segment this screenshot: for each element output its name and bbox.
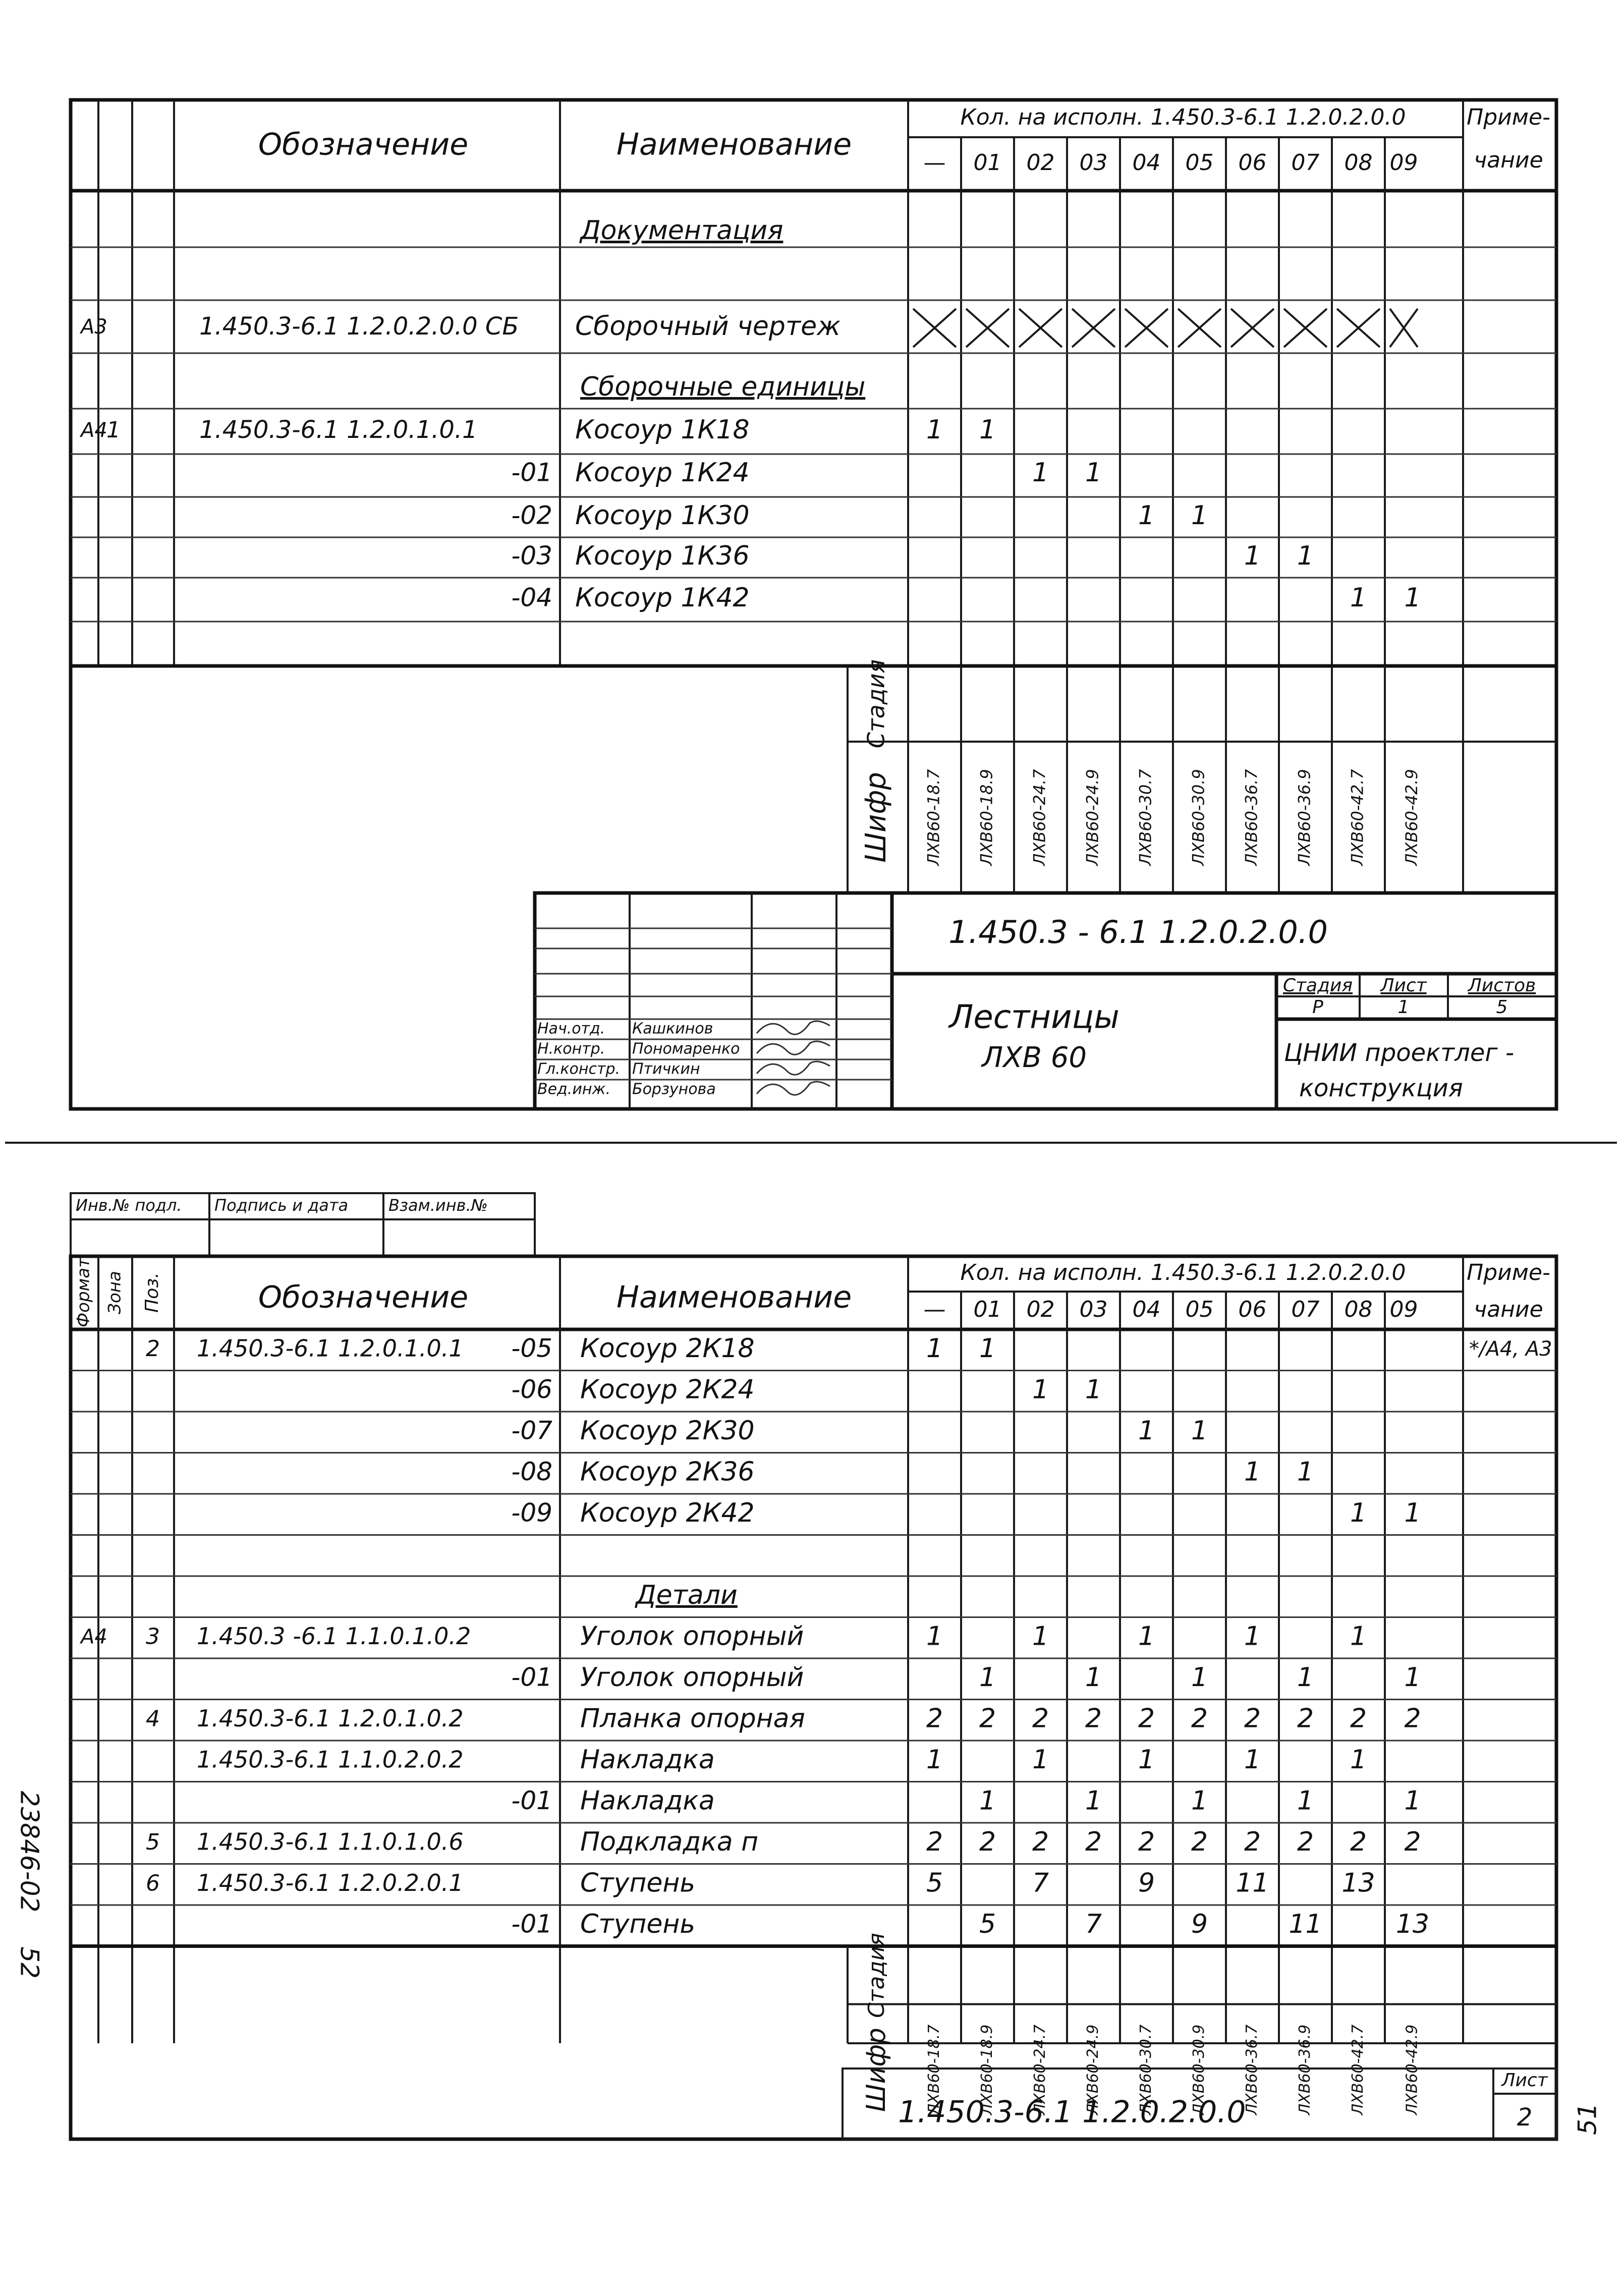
name-cell: Косоур 1К42 — [575, 583, 750, 613]
designation-cell: 1.450.3-6.1 1.1.0.1.0.6 — [197, 1828, 464, 1856]
variant-header-4: 04 — [1132, 150, 1161, 176]
qty-cell: 11 — [1289, 1909, 1322, 1939]
qty-cell: 2 — [1138, 1703, 1155, 1734]
document-code: 1.450.3 - 6.1 1.2.0.2.0.0 — [948, 914, 1328, 951]
format-cell: А4 — [81, 1625, 107, 1649]
qty-cell: 1 — [1297, 1785, 1314, 1816]
signer-name: Пономаренко — [632, 1040, 740, 1058]
col-header-designation: Обозначение — [258, 1279, 469, 1315]
qty-cell: 1 — [1138, 1744, 1155, 1775]
qty-cell: 1 — [979, 415, 996, 445]
document-title: Лестницы — [949, 998, 1119, 1036]
designation-cell: 1.450.3-6.1 1.2.0.2.0.0 СБ — [199, 312, 519, 341]
col-header-note-2: чание — [1474, 1297, 1543, 1322]
name-cell: Косоур 2К24 — [580, 1374, 755, 1405]
designation-suffix: -01 — [511, 1662, 552, 1692]
position-cell: 3 — [146, 1624, 160, 1650]
name-cell: Подкладка п — [580, 1826, 759, 1857]
qty-cell: 7 — [1032, 1868, 1049, 1898]
variant-header-2: 02 — [1026, 1297, 1055, 1322]
sheet-header: Лист — [1380, 975, 1427, 996]
designation-suffix: -01 — [511, 1785, 552, 1815]
variant-header-5: 05 — [1185, 1297, 1214, 1322]
variant-header-1: 01 — [973, 150, 1002, 176]
variant-header-3: 03 — [1079, 150, 1108, 176]
qty-cell: 1 — [1138, 1621, 1155, 1652]
qty-cell: 1 — [1138, 500, 1155, 531]
qty-cell: 1 — [1032, 1374, 1049, 1405]
designation-suffix: -02 — [511, 500, 552, 530]
qty-cell: 2 — [1404, 1703, 1421, 1734]
qty-cell: 2 — [979, 1703, 996, 1734]
variant-header-5: 05 — [1185, 150, 1214, 176]
sheet1-frame — [71, 100, 1556, 1109]
position-cell: 1 — [106, 417, 121, 443]
variant-code: ЛХВ60-24.9 — [1083, 769, 1102, 866]
name-cell: Накладка — [580, 1785, 715, 1816]
name-cell: Косоур 2К30 — [580, 1415, 755, 1446]
signer-name: Кашкинов — [632, 1020, 713, 1038]
qty-cell: 1 — [1191, 1785, 1208, 1816]
qty-cell: 2 — [1350, 1703, 1367, 1734]
signer-role: Нач.отд. — [537, 1020, 605, 1038]
variant-header-2: 02 — [1026, 150, 1055, 176]
section-heading: Сборочные единицы — [580, 372, 866, 402]
variant-code: ЛХВ60-24.7 — [1031, 2024, 1049, 2115]
designation-suffix: -05 — [511, 1333, 552, 1363]
qty-cell: 1 — [1244, 1744, 1261, 1775]
stage-value: Р — [1312, 997, 1323, 1018]
archive-stamp-body — [71, 1219, 535, 1256]
qty-cell: 1 — [979, 1333, 996, 1364]
designation-suffix: -07 — [511, 1416, 552, 1445]
signer-role: Вед.инж. — [537, 1080, 610, 1098]
col-header-qty: Кол. на исполн. 1.450.3-6.1 1.2.0.2.0.0 — [960, 1260, 1406, 1285]
variant-header-0: — — [923, 1297, 946, 1322]
stamp-inventory: Инв.№ подл. — [76, 1196, 182, 1215]
designation-cell: 1.450.3-6.1 1.2.0.1.0.1 — [199, 416, 478, 444]
qty-cell: 1 — [1085, 1662, 1102, 1693]
signer-role: Гл.констр. — [537, 1060, 621, 1078]
qty-cell: 1 — [1244, 1621, 1261, 1652]
col-header-pos: Поз. — [142, 1272, 162, 1313]
signer-name: Борзунова — [632, 1080, 716, 1098]
qty-cell: 1 — [1032, 458, 1049, 488]
variant-header-3: 03 — [1079, 1297, 1108, 1322]
variant-code: ЛХВ60-18.9 — [978, 2024, 996, 2115]
format-cell: А3 — [81, 315, 107, 339]
variant-code: ЛХВ60-18.7 — [925, 2024, 943, 2115]
qty-cell: 1 — [1191, 1415, 1208, 1446]
signature-scribble — [757, 1082, 830, 1095]
code-label: Шифр — [861, 2028, 891, 2112]
signature-scribble — [757, 1041, 830, 1054]
variant-code: ЛХВ60-36.9 — [1296, 2024, 1314, 2115]
qty-cell: 2 — [1032, 1826, 1049, 1857]
designation-cell: 1.450.3-6.1 1.1.0.2.0.2 — [197, 1746, 464, 1773]
name-cell: Косоур 2К36 — [580, 1457, 755, 1487]
name-cell: Косоур 1К30 — [575, 500, 750, 531]
qty-cell: 9 — [1191, 1909, 1208, 1939]
signer-name: Птичкин — [632, 1060, 700, 1078]
variant-header-8: 08 — [1344, 150, 1373, 176]
position-cell: 5 — [146, 1829, 160, 1855]
designation-suffix: -03 — [511, 541, 552, 571]
name-cell: Накладка — [580, 1744, 715, 1775]
qty-cell: 1 — [1404, 583, 1421, 613]
signature-scribble — [757, 1021, 830, 1034]
qty-cell: 1 — [1297, 1662, 1314, 1693]
designation-cell: 1.450.3-6.1 1.2.0.1.0.2 — [197, 1704, 464, 1732]
footer-sheet-number: 2 — [1517, 2103, 1533, 2132]
name-cell: Ступень — [580, 1909, 696, 1939]
variant-code: ЛХВ60-42.9 — [1402, 769, 1421, 866]
organization-line: ЦНИИ проектлег - — [1284, 1039, 1515, 1067]
qty-cell: 1 — [1244, 1457, 1261, 1487]
variant-code: ЛХВ60-36.7 — [1243, 2024, 1261, 2115]
variant-header-8: 08 — [1344, 1297, 1373, 1322]
variant-header-0: — — [923, 150, 946, 176]
col-header-note-1: Приме- — [1467, 104, 1550, 130]
sheets-header: Листов — [1468, 975, 1536, 996]
qty-cell: 1 — [1191, 1662, 1208, 1693]
qty-cell: 5 — [926, 1868, 943, 1898]
qty-cell: 1 — [1404, 1785, 1421, 1816]
variant-code: ЛХВ60-36.7 — [1242, 769, 1261, 866]
qty-cell: 2 — [1138, 1826, 1155, 1857]
qty-cell: 1 — [979, 1662, 996, 1693]
qty-cell: 2 — [979, 1826, 996, 1857]
qty-cell: 2 — [1191, 1703, 1208, 1734]
qty-cell: 9 — [1138, 1868, 1155, 1898]
qty-cell: 2 — [1404, 1826, 1421, 1857]
variant-code: ЛХВ60-18.9 — [977, 769, 996, 866]
position-cell: 2 — [146, 1335, 160, 1362]
designation-cell: 1.450.3-6.1 1.2.0.1.0.1 — [197, 1334, 464, 1362]
qty-cell: 1 — [1404, 1662, 1421, 1693]
qty-cell: 1 — [1138, 1415, 1155, 1446]
page-number-left: 52 — [15, 1946, 44, 1979]
qty-cell: 1 — [1085, 458, 1102, 488]
qty-cell: 1 — [926, 1744, 943, 1775]
sheets-value: 5 — [1496, 997, 1508, 1018]
section-heading: Документация — [580, 215, 783, 246]
variant-header-7: 07 — [1291, 1297, 1320, 1322]
qty-cell: 1 — [1350, 583, 1367, 613]
name-cell: Косоур 1К18 — [575, 415, 750, 445]
variant-code: ЛХВ60-42.7 — [1349, 2024, 1367, 2115]
position-cell: 4 — [146, 1706, 160, 1732]
section-heading: Детали — [636, 1580, 738, 1610]
variant-header-1: 01 — [973, 1297, 1002, 1322]
designation-suffix: -09 — [511, 1498, 552, 1528]
variant-code: ЛХВ60-30.9 — [1189, 769, 1208, 866]
qty-cell: 1 — [1032, 1621, 1049, 1652]
variant-code: ЛХВ60-24.7 — [1030, 769, 1049, 866]
variant-code: ЛХВ60-36.9 — [1295, 769, 1314, 866]
qty-cell: 2 — [926, 1826, 943, 1857]
name-cell: Ступень — [580, 1868, 696, 1898]
col-header-designation: Обозначение — [258, 127, 469, 162]
qty-cell: 1 — [926, 415, 943, 445]
sheet2-frame — [71, 1256, 1556, 2139]
stage-label: Стадия — [862, 659, 890, 749]
footer-sheet-header: Лист — [1501, 2070, 1548, 2091]
qty-cell: 13 — [1395, 1909, 1430, 1939]
signer-role: Н.контр. — [537, 1040, 605, 1058]
name-cell: Уголок опорный — [580, 1662, 804, 1693]
qty-cell: 2 — [1085, 1703, 1102, 1734]
stage-label: Стадия — [864, 1933, 889, 2018]
variant-code: ЛХВ60-30.7 — [1136, 769, 1155, 866]
qty-cell: 2 — [926, 1703, 943, 1734]
designation-suffix: -06 — [511, 1374, 552, 1404]
name-cell: Косоур 1К24 — [575, 458, 750, 488]
designation-suffix: -08 — [511, 1457, 552, 1486]
qty-cell: 1 — [1297, 541, 1314, 571]
qty-cell: 2 — [1191, 1826, 1208, 1857]
variant-code: ЛХВ60-30.7 — [1137, 2024, 1155, 2115]
qty-cell: 1 — [926, 1621, 943, 1652]
qty-cell: 1 — [1085, 1785, 1102, 1816]
variant-code: ЛХВ60-18.7 — [924, 769, 943, 866]
qty-cell: 1 — [1085, 1374, 1102, 1405]
code-label: Шифр — [860, 772, 893, 863]
variant-code: ЛХВ60-42.9 — [1403, 2024, 1421, 2115]
qty-cell: 2 — [1350, 1826, 1367, 1857]
page-number-right: 51 — [1573, 2103, 1602, 2135]
position-cell: 6 — [146, 1870, 160, 1896]
designation-suffix: -01 — [511, 458, 552, 487]
archive-number: 23846-02 — [15, 1791, 44, 1913]
qty-cell: 2 — [1085, 1826, 1102, 1857]
signature-scribble — [757, 1061, 830, 1075]
qty-cell: 1 — [1032, 1744, 1049, 1775]
footer-document-code: 1.450.3-6.1 1.2.0.2.0.0 — [898, 2094, 1246, 2130]
variant-code: ЛХВ60-42.7 — [1348, 769, 1367, 866]
designation-cell: 1.450.3 -6.1 1.1.0.1.0.2 — [197, 1622, 471, 1650]
qty-cell: 13 — [1341, 1868, 1375, 1898]
col-header-qty: Кол. на исполн. 1.450.3-6.1 1.2.0.2.0.0 — [960, 104, 1406, 130]
variant-header-6: 06 — [1238, 150, 1267, 176]
qty-cell: 2 — [1244, 1703, 1261, 1734]
qty-cell: 1 — [1350, 1497, 1367, 1528]
qty-cell: 1 — [1350, 1744, 1367, 1775]
designation-suffix: -04 — [511, 583, 552, 612]
col-header-name: Наименование — [616, 127, 852, 162]
qty-cell: 1 — [979, 1785, 996, 1816]
variant-header-7: 07 — [1291, 150, 1320, 176]
col-header-name: Наименование — [616, 1279, 852, 1315]
designation-suffix: -01 — [511, 1909, 552, 1939]
qty-cell: 2 — [1297, 1703, 1314, 1734]
variant-header-4: 04 — [1132, 1297, 1161, 1322]
qty-cell: 1 — [1191, 500, 1208, 531]
organization-line: конструкция — [1299, 1074, 1463, 1102]
name-cell: Косоур 2К42 — [580, 1497, 755, 1528]
col-header-note-1: Приме- — [1467, 1260, 1550, 1285]
variant-code: ЛХВ60-24.9 — [1084, 2024, 1102, 2115]
name-cell: Косоур 1К36 — [575, 541, 750, 571]
note-cell: */А4, А3 — [1469, 1337, 1552, 1361]
qty-cell: 1 — [1297, 1457, 1314, 1487]
document-subtitle: ЛХВ 60 — [982, 1041, 1087, 1075]
variant-header-9: 09 — [1389, 150, 1418, 176]
col-header-zone: Зона — [104, 1271, 125, 1314]
name-cell: Уголок опорный — [580, 1621, 804, 1652]
name-cell: Сборочный чертеж — [575, 311, 841, 342]
variant-code: ЛХВ60-30.9 — [1190, 2024, 1208, 2115]
name-cell: Планка опорная — [580, 1703, 805, 1734]
qty-cell: 5 — [979, 1909, 996, 1939]
name-cell: Косоур 2К18 — [580, 1333, 755, 1364]
qty-cell: 1 — [926, 1333, 943, 1364]
col-header-format: Формат — [73, 1258, 94, 1327]
qty-cell: 7 — [1085, 1909, 1102, 1939]
designation-cell: 1.450.3-6.1 1.2.0.2.0.1 — [197, 1869, 464, 1896]
stamp-signature: Подпись и дата — [214, 1196, 349, 1215]
qty-cell: 1 — [1350, 1621, 1367, 1652]
stamp-replacement: Взам.инв.№ — [388, 1196, 488, 1215]
variant-header-9: 09 — [1389, 1297, 1418, 1322]
format-cell: А4 — [81, 419, 107, 442]
qty-cell: 2 — [1032, 1703, 1049, 1734]
qty-cell: 11 — [1236, 1868, 1269, 1898]
variant-header-6: 06 — [1238, 1297, 1267, 1322]
stage-header: Стадия — [1282, 975, 1353, 996]
qty-cell: 1 — [1404, 1497, 1421, 1528]
qty-cell: 2 — [1297, 1826, 1314, 1857]
qty-cell: 1 — [1244, 541, 1261, 571]
sheet-value: 1 — [1397, 997, 1410, 1018]
col-header-note-2: чание — [1474, 147, 1543, 173]
qty-cell: 2 — [1244, 1826, 1261, 1857]
